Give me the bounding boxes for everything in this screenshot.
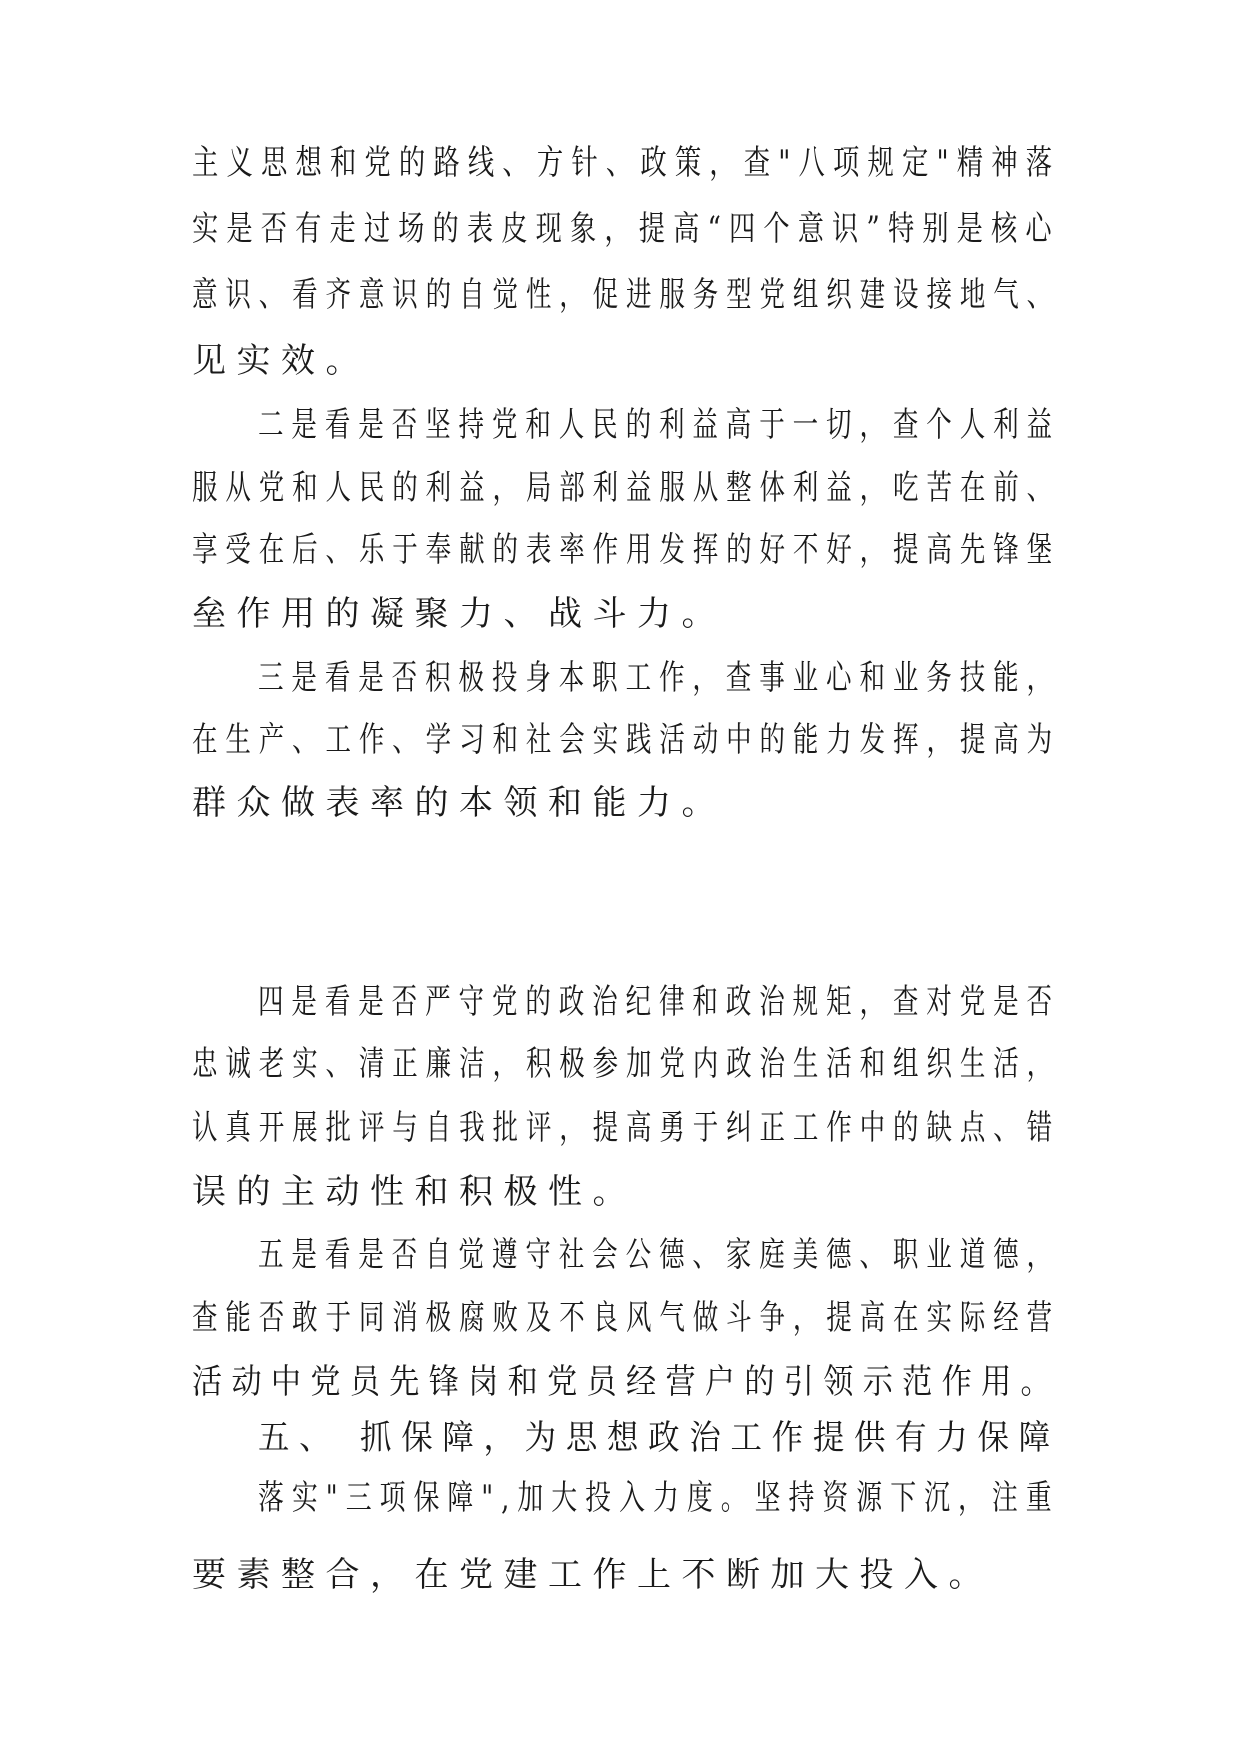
paragraph-5-line-2: 查能否敢于同消极腐败及不良风气做斗争，提高在实际经营 [192, 1298, 1060, 1338]
paragraph-4-line-2: 忠诚老实、清正廉洁，积极参加党内政治生活和组织生活， [192, 1044, 1060, 1084]
paragraph-4-line-4: 误的主动性和积极性。 [192, 1172, 637, 1212]
paragraph-3-line-1: 三是看是否积极投身本职工作，查事业心和业务技能， [258, 658, 1060, 698]
paragraph-2-line-1: 二是看是否坚持党和人民的利益高于一切，查个人利益 [258, 405, 1060, 445]
paragraph-2-line-4: 垒作用的凝聚力、战斗力。 [192, 594, 726, 634]
paragraph-1-line-1: 主义思想和党的路线、方针、政策，查"八项规定"精神落 [192, 143, 1061, 183]
paragraph-1-line-4: 见实效。 [192, 341, 370, 381]
paragraph-4-line-3: 认真开展批评与自我批评，提高勇于纠正工作中的缺点、错 [192, 1108, 1060, 1148]
paragraph-2-line-2: 服从党和人民的利益，局部利益服从整体利益，吃苦在前、 [192, 468, 1060, 508]
paragraph-1-line-2: 实是否有走过场的表皮现象，提高“四个意识”特别是核心 [192, 209, 1060, 249]
paragraph-3-line-3: 群众做表率的本领和能力。 [192, 783, 726, 823]
paragraph-2-line-3: 享受在后、乐于奉献的表率作用发挥的好不好，提高先锋堡 [192, 530, 1060, 570]
section-heading: 五、 抓保障，为思想政治工作提供有力保障 [258, 1418, 1060, 1458]
paragraph-6-line-2: 要素整合，在党建工作上不断加大投入。 [192, 1555, 993, 1595]
paragraph-3-line-2: 在生产、工作、学习和社会实践活动中的能力发挥，提高为 [192, 720, 1060, 760]
paragraph-6-line-1: 落实"三项保障",加大投入力度。坚持资源下沉，注重 [258, 1478, 1060, 1518]
paragraph-5-line-1: 五是看是否自觉遵守社会公德、家庭美德、职业道德， [258, 1235, 1060, 1275]
paragraph-5-line-3: 活动中党员先锋岗和党员经营户的引领示范作用。 [192, 1362, 1060, 1402]
paragraph-1-line-3: 意识、看齐意识的自觉性，促进服务型党组织建设接地气、 [192, 275, 1060, 315]
paragraph-4-line-1: 四是看是否严守党的政治纪律和政治规矩，查对党是否 [258, 982, 1060, 1022]
